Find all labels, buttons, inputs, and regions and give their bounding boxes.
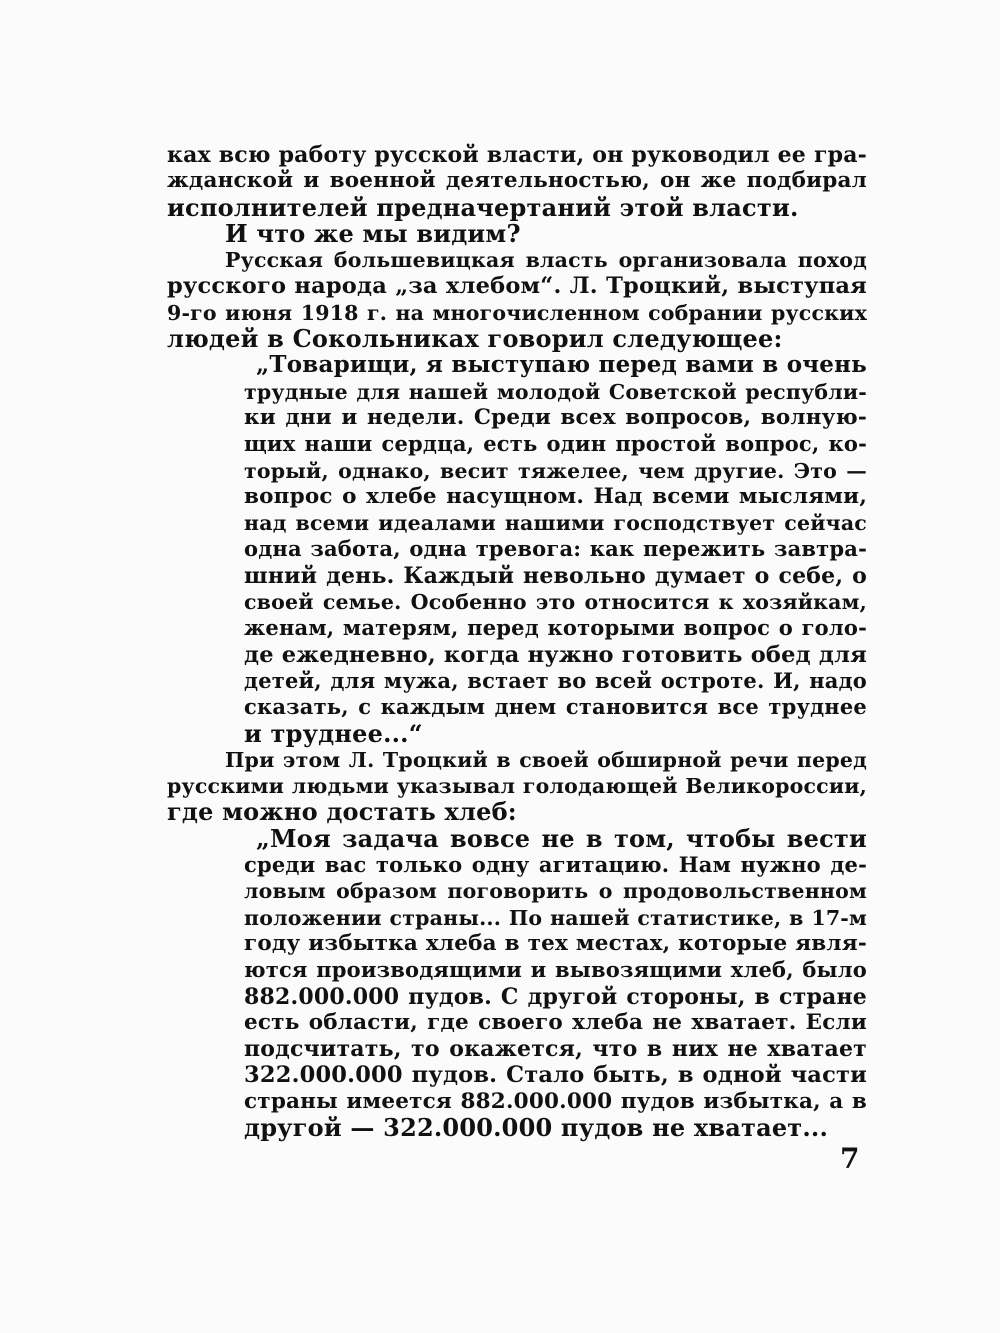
text-line: щих наши сердца, есть один простой вопрос, ко- bbox=[244, 431, 867, 457]
paragraph-2 bbox=[167, 218, 867, 248]
text-line: шний день. Каждый невольно думает о себе, о bbox=[244, 562, 867, 589]
paragraph-3 bbox=[167, 247, 867, 352]
page-number: 7 bbox=[840, 1142, 860, 1175]
text-line: При этом Л. Троцкий в своей обширной речи перед bbox=[225, 747, 867, 772]
text-line: ках всю работу русской власти, он руководил ее гра- bbox=[167, 142, 867, 168]
text-line: женам, матерям, перед которыми вопрос о голо- bbox=[244, 615, 867, 641]
text-line: исполнителей предначертаний этой власти. bbox=[167, 192, 799, 222]
text-line: есть области, где своего хлеба не хватает. Если bbox=[244, 1009, 867, 1035]
text-line: и труднее...“ bbox=[244, 718, 423, 748]
text-line: над всеми идеалами нашими господствует сейчас bbox=[244, 511, 867, 536]
text-line: „Товарищи, я выступаю перед вами в очень bbox=[256, 351, 867, 379]
text-line: ки дни и недели. Среди всех вопросов, волную- bbox=[244, 404, 867, 430]
text-line: страны имеется 882.000.000 пудов избытка, а в bbox=[244, 1088, 867, 1114]
text-line: 322.000.000 пудов. Стало быть, в одной части bbox=[244, 1062, 867, 1089]
quote-2 bbox=[244, 823, 867, 1142]
text-line: положении страны... По нашей статистике, в 17-м bbox=[244, 905, 867, 930]
text-line: торый, однако, весит тяжелее, чем другие. Это — bbox=[244, 458, 867, 483]
text-line: среди вас только одну агитацию. Нам нужно де- bbox=[244, 852, 867, 878]
body-text bbox=[167, 142, 867, 1141]
text-line: русского народа „за хлебом“. Л. Троцкий, выступая bbox=[167, 273, 867, 300]
text-line: другой — 322.000.000 пудов не хватает... bbox=[244, 1112, 829, 1142]
text-line: сказать, с каждым днем становится все труднее bbox=[244, 694, 867, 720]
text-line: где можно достать хлеб: bbox=[167, 797, 517, 827]
text-line: жданской и военной деятельностью, он же подбирал bbox=[167, 168, 867, 194]
text-line: подсчитать, то окажется, что в них не хватает bbox=[244, 1036, 867, 1063]
text-line: одна забота, одна тревога: как пережить завтра- bbox=[244, 536, 867, 562]
text-line: русскими людьми указывал голодающей Великороссии, bbox=[167, 774, 867, 799]
text-line: своей семье. Особенно это относится к хозяйкам, bbox=[244, 590, 867, 615]
text-line: И что же мы видим? bbox=[225, 218, 521, 248]
text-line: 9-го июня 1918 г. на многочисленном собрании русских bbox=[167, 300, 867, 325]
paragraph-4 bbox=[167, 747, 867, 826]
text-line: ловым образом поговорить о продовольственном bbox=[244, 879, 867, 904]
text-line: ются производящими и вывозящими хлеб, было bbox=[244, 957, 867, 983]
text-line: детей, для мужа, встает во всей остроте. И, надо bbox=[244, 667, 867, 693]
text-line: вопрос о хлебе насущном. Над всеми мыслями, bbox=[244, 483, 867, 509]
paragraph-1 bbox=[167, 142, 867, 221]
text-line: году избытка хлеба в тех местах, которые явля- bbox=[244, 930, 867, 956]
text-line: Русская большевицкая власть организовала поход bbox=[225, 248, 867, 273]
text-line: де ежедневно, когда нужно готовить обед для bbox=[244, 641, 867, 668]
text-line: трудные для нашей молодой Советской республи- bbox=[244, 379, 867, 404]
text-line: 882.000.000 пудов. С другой стороны, в стране bbox=[244, 983, 867, 1010]
text-line: людей в Сокольниках говорил следующее: bbox=[167, 324, 783, 354]
quote-1 bbox=[244, 352, 867, 746]
text-line: „Моя задача вовсе не в том, чтобы вести bbox=[256, 823, 867, 853]
